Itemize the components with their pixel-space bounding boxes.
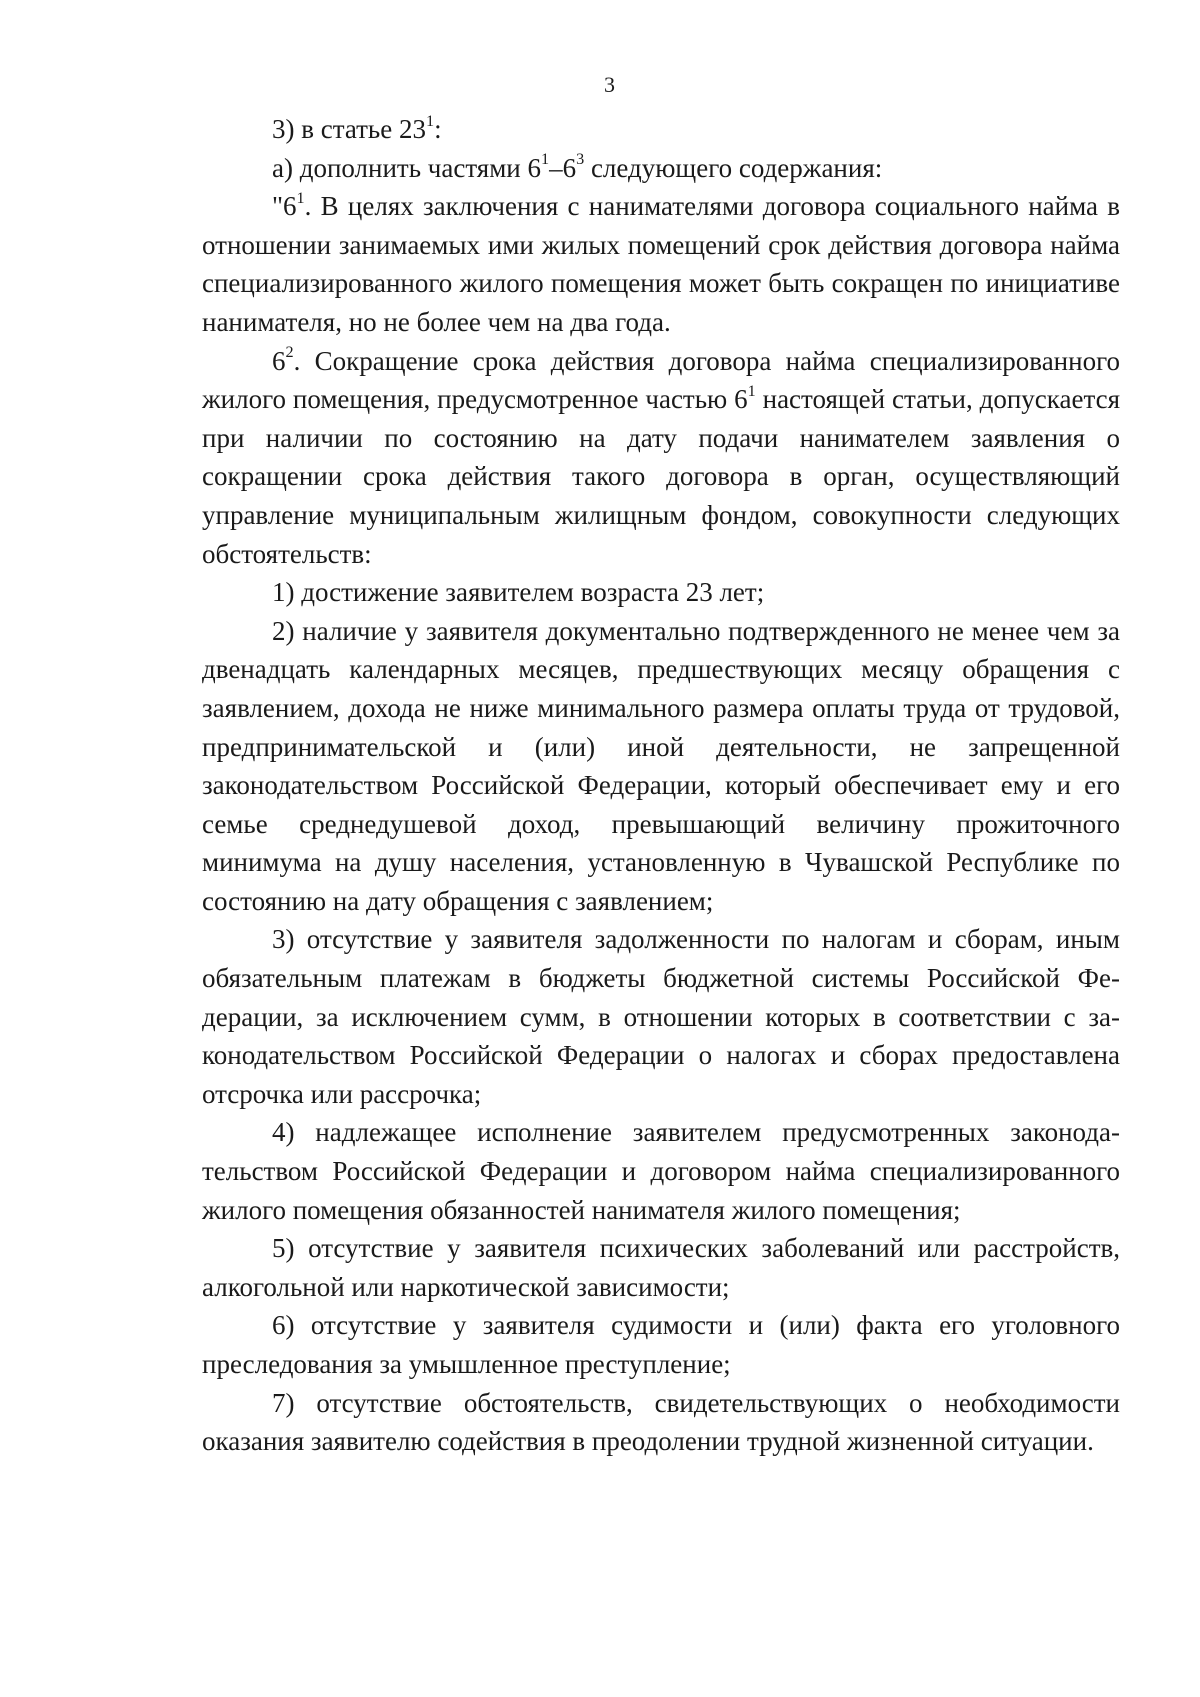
paragraph-text: 7) отсутствие обстоятельств, свидетельствующих о необходимости оказания заявителю содействия в преодолении трудной жизненной ситуации. <box>202 1387 1120 1457</box>
paragraph-text: а) дополнить частями 6 <box>272 152 541 183</box>
paragraph-text: 3) в статье 23 <box>272 114 426 144</box>
paragraph-text: 1) достижение заявителем возраста 23 лет; <box>272 577 765 608</box>
paragraph-text: настоящей статьи, допускается при наличии по состоянию на дату подачи нанимателем заявления о сокращении срока действия такого договора в орган, осуществляющий управление муниципальным жилищным фондом, совокупности следующих обстоятельств: <box>202 384 1121 569</box>
paragraph-text: "6 <box>272 191 297 222</box>
list-item-7 <box>202 1384 1120 1461</box>
paragraph-text: 6) отсутствие у заявителя судимости и (или) факта его уголовного преследования за умышленное преступление; <box>202 1310 1120 1379</box>
paragraph-text: 5) отсутствие у заявителя психических заболеваний или расстройств, алкогольной или наркотической зависимости; <box>202 1233 1120 1302</box>
paragraph-text: 3) отсутствие у заявителя задолженности по налогам и сборам, иным обязательным платежам в бюджеты бюджетной системы Российской Федерации, за исключением сумм, в отношении которых в соответствии с законодательством Российской Федерации о налогах и сборах предоставлена отсрочка или рассрочка; <box>202 924 1120 1109</box>
list-item-6 <box>202 1306 1120 1383</box>
list-item-3 <box>202 920 1120 1113</box>
paragraph-text: . Сокращение срока действия договора найма специализированного жилого помещения, предусмотренное частью 6 <box>202 345 1120 415</box>
paragraph-text: 4) надлежащее исполнение заявителем предусмотренных законодательством Российской Федерации и договором найма специализированного жилого помещения обязанностей нанимателя жилого помещения; <box>202 1117 1120 1225</box>
superscript: 2 <box>285 343 294 362</box>
superscript: 1 <box>296 188 305 207</box>
superscript: 1 <box>541 150 550 169</box>
superscript: 1 <box>425 111 435 130</box>
list-item-5 <box>202 1229 1120 1306</box>
list-item-1 <box>202 573 1120 612</box>
paragraph-text: 2) наличие у заявителя документально подтвержденного не менее чем за двенадцать календарных месяцев, предшествующих месяцу обращения с заявлением, дохода не ниже минимального размера оплаты труда от трудовой, предпринимательской и (или) иной деятельности, не запрещенной законодательством Российской Федерации, который обеспечивает ему и его семье среднедушевой доход, превышающий величину прожиточного минимума на душу населения, установленную в Чувашской Республике по состоянию на дату обращения с заявлением; <box>202 615 1120 916</box>
paragraph-text: –6 <box>549 152 577 183</box>
paragraph-part-6-2 <box>202 342 1120 574</box>
page-number: 3 <box>604 72 615 97</box>
superscript: 1 <box>747 381 756 400</box>
paragraph-part-6-1 <box>202 187 1120 341</box>
superscript: 3 <box>576 150 585 169</box>
paragraph-item-3-article <box>202 110 1120 149</box>
paragraph-text: : <box>434 114 442 144</box>
paragraph-text: . В целях заключения с нанимателями договора социального найма в отношении занимаемых ими жилых помещений срок действия договора найма специализированного жилого помещения может быть сокращен по инициативе нанимателя, но не более чем на два года. <box>202 191 1120 337</box>
paragraph-text: 6 <box>272 345 286 376</box>
paragraph-subitem-a <box>202 149 1120 188</box>
list-item-2 <box>202 612 1120 921</box>
paragraph-text: следующего содержания: <box>584 152 883 183</box>
document-body <box>202 110 1120 1461</box>
list-item-4 <box>202 1113 1120 1229</box>
